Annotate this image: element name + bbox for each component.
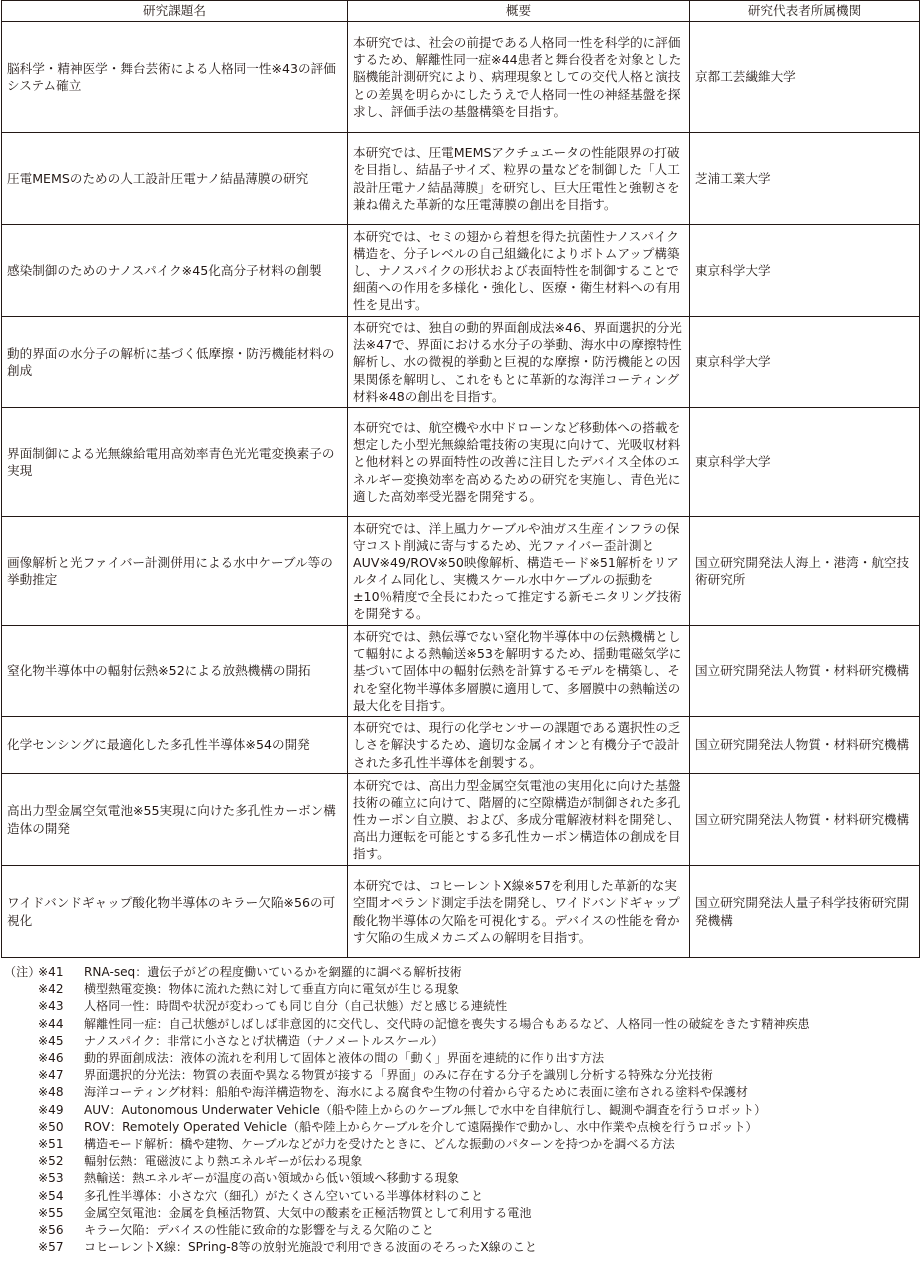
research-title: 窒化物半導体中の輻射伝熱※52による放熱機構の開拓	[2, 626, 348, 717]
research-organization: 東京科学大学	[690, 225, 920, 317]
footnote-number: ※51	[38, 1137, 64, 1152]
table-row	[2, 225, 920, 317]
footnote-item	[4, 1136, 918, 1153]
footnote-item	[4, 998, 918, 1015]
footnote-number: ※55	[38, 1205, 64, 1220]
research-title: 脳科学・精神医学・舞台芸術による人格同一性※43の評価システム確立	[2, 22, 348, 133]
footnote-item	[4, 1033, 918, 1050]
footnote-text: 海洋コーティング材料：船舶や海洋構造物を、海水による腐食や生物の付着から守るために表面に塗布される塗料や保護材	[84, 1085, 748, 1100]
research-table	[1, 0, 920, 958]
table-row	[2, 408, 920, 517]
research-organization: 国立研究開発法人物質・材料研究機構	[690, 774, 920, 866]
research-summary: 本研究では、セミの翅から着想を得た抗菌性ナノスパイク構造を、分子レベルの自己組織化によりボトムアップ構築し、ナノスパイクの形状および表面特性を制御することで細菌への作用を多様化・強化し、医療・衛生材料への有用性を見出す。	[348, 225, 690, 317]
research-title: 高出力型金属空気電池※55実現に向けた多孔性カーボン構造体の開発	[2, 774, 348, 866]
footnote-item	[4, 1205, 918, 1222]
footnote-number: ※44	[38, 1016, 64, 1031]
research-organization: 芝浦工業大学	[690, 133, 920, 225]
footnote-number: ※54	[38, 1188, 64, 1203]
research-summary: 本研究では、洋上風力ケーブルや油ガス生産インフラの保守コスト削減に寄与するため、光ファイバー歪計測とAUV※49/ROV※50映像解析、構造モード※51解析をリアルタイム同化し、実機スケール水中ケーブルの振動を±10％精度で全長にわたって推定する新モニタリング技術を開発する。	[348, 517, 690, 626]
footnote-text: 熱輸送：熱エネルギーが温度の高い領域から低い領域へ移動する現象	[84, 1171, 459, 1186]
footnote-item	[4, 1084, 918, 1101]
research-summary: 本研究では、現行の化学センサーの課題である選択性の乏しさを解決するため、適切な金属イオンと有機分子で設計された多孔性半導体を創製する。	[348, 717, 690, 774]
table-row	[2, 133, 920, 225]
research-title: 圧電MEMSのための人工設計圧電ナノ結晶薄膜の研究	[2, 133, 348, 225]
footnote-number: ※52	[38, 1154, 64, 1169]
table-row	[2, 317, 920, 408]
research-organization: 東京科学大学	[690, 408, 920, 517]
research-organization: 東京科学大学	[690, 317, 920, 408]
research-organization: 国立研究開発法人物質・材料研究機構	[690, 626, 920, 717]
research-organization: 国立研究開発法人量子科学技術研究開発機構	[690, 866, 920, 958]
table-row	[2, 517, 920, 626]
research-organization: 国立研究開発法人物質・材料研究機構	[690, 717, 920, 774]
footnote-number: ※56	[38, 1223, 64, 1238]
research-summary: 本研究では、熱伝導でない窒化物半導体中の伝熱機構として輻射による熱輸送※53を解明するため、揺動電磁気学に基づいて固体中の輻射伝熱を計算するモデルを構築し、それを窒化物半導体多層膜に適用して、多層膜中の熱輸送の最大化を目指す。	[348, 626, 690, 717]
column-header-summary: 概要	[348, 1, 690, 22]
footnote-number: ※50	[38, 1119, 64, 1134]
footnote-item	[4, 964, 918, 981]
footnote-text: キラー欠陥：デバイスの性能に致命的な影響を与える欠陥のこと	[84, 1223, 434, 1238]
footnote-text: ナノスパイク：非常に小さなとげ状構造（ナノメートルスケール）	[84, 1033, 444, 1048]
footnote-item	[4, 1050, 918, 1067]
footnote-text: 輻射伝熱：電磁波により熱エネルギーが伝わる現象	[84, 1154, 363, 1169]
column-header-org: 研究代表者所属機関	[690, 1, 920, 22]
table-row	[2, 717, 920, 774]
footnote-number: ※41	[38, 965, 64, 979]
footnote-item	[4, 1016, 918, 1033]
research-title: 感染制御のためのナノスパイク※45化高分子材料の創製	[2, 225, 348, 317]
footnote-text: 横型熱電変換：物体に流れた熱に対して垂直方向に電気が生じる現象	[84, 982, 459, 997]
footnote-item	[4, 1170, 918, 1187]
footnote-text: RNA-seq：遺伝子がどの程度働いているかを網羅的に調べる解析技術	[84, 965, 462, 979]
footnote-number: ※46	[38, 1051, 64, 1066]
footnote-item	[4, 1188, 918, 1205]
footnote-text: 解離性同一症：自己状態がしばしば非意図的に交代し、交代時の記憶を喪失する場合もあるなど、人格同一性の破綻をきたす精神疾患	[84, 1016, 810, 1031]
research-title: 界面制御による光無線給電用高効率青色光光電変換素子の実現	[2, 408, 348, 517]
footnote-item	[4, 1102, 918, 1119]
research-summary: 本研究では、高出力型金属空気電池の実用化に向けた基盤技術の確立に向けて、階層的に空隙構造が制御された多孔性カーボン自立膜、および、多成分電解液材料を開発し、高出力運転を可能とする多孔性カーボン構造体の創成を目指す。	[348, 774, 690, 866]
footnote-number: ※53	[38, 1171, 64, 1186]
research-title: 画像解析と光ファイバー計測併用による水中ケーブル等の挙動推定	[2, 517, 348, 626]
column-header-title: 研究課題名	[2, 1, 348, 22]
footnote-text: ROV：Remotely Operated Vehicle（船や陸上からケーブルを介して遠隔操作で動かし、水中作業や点検を行うロボット）	[84, 1119, 758, 1134]
footnote-item	[4, 1222, 918, 1239]
research-summary: 本研究では、独自の動的界面創成法※46、界面選択的分光法※47で、界面における水分子の挙動、海水中の摩擦特性解析し、水の微視的挙動と巨視的な摩擦・防汚機能との因果関係を解明し、これをもとに革新的な海洋コーティング材料※48の創出を目指す。	[348, 317, 690, 408]
table-row	[2, 774, 920, 866]
footnote-text: コヒーレントX線：SPring-8等の放射光施設で利用できる波面のそろったX線のこと	[84, 1240, 538, 1255]
table-row	[2, 22, 920, 133]
research-title: 化学センシングに最適化した多孔性半導体※54の開発	[2, 717, 348, 774]
table-row	[2, 626, 920, 717]
research-summary: 本研究では、航空機や水中ドローンなど移動体への搭載を想定した小型光無線給電技術の実現に向けて、光吸収材料と他材料との界面特性の改善に注目したデバイス全体のエネルギー変換効率を高めるための研究を実施し、青色光に適した高効率受光器を開発する。	[348, 408, 690, 517]
research-summary: 本研究では、コヒーレントX線※57を利用した革新的な実空間オペランド測定手法を開発し、ワイドバンドギャップ酸化物半導体の欠陥を可視化する。デバイスの性能を脅かす欠陥の生成メカニズムの解明を目指す。	[348, 866, 690, 958]
footnote-number: ※45	[38, 1033, 64, 1048]
footnote-text: 人格同一性：時間や状況が変わっても同じ自分（自己状態）だと感じる連続性	[84, 999, 508, 1014]
footnote-item	[4, 1119, 918, 1136]
research-organization: 国立研究開発法人海上・港湾・航空技術研究所	[690, 517, 920, 626]
footnote-text: 動的界面創成法：液体の流れを利用して固体と液体の間の「動く」界面を連続的に作り出す方法	[84, 1051, 605, 1066]
footnote-number: ※42	[38, 982, 64, 997]
table-header-row	[2, 1, 920, 22]
footnotes	[4, 964, 918, 1256]
research-organization: 京都工芸繊維大学	[690, 22, 920, 133]
research-summary: 本研究では、圧電MEMSアクチュエータの性能限界の打破を目指し、結晶子サイズ、粒界の量などを制御した「人工設計圧電ナノ結晶薄膜」を研究し、巨大圧電性と強靭さを兼ね備えた革新的な圧電薄膜の創出を目指す。	[348, 133, 690, 225]
footnote-number: ※49	[38, 1102, 64, 1117]
footnote-text: 界面選択的分光法：物質の表面や異なる物質が接する「界面」のみに存在する分子を識別し分析する特殊な分光技術	[84, 1068, 713, 1083]
footnote-item	[4, 1067, 918, 1084]
footnote-item	[4, 1153, 918, 1170]
footnote-text: AUV：Autonomous Underwater Vehicle（船や陸上からのケーブル無しで水中を自律航行し、観測や調査を行うロボット）	[84, 1102, 767, 1117]
research-summary: 本研究では、社会の前提である人格同一性を科学的に評価するため、解離性同一症※44患者と舞台役者を対象とした脳機能計測研究により、病理現象としての交代人格と演技との差異を明らかにしたうえで人格同一性の神経基盤を探求し、評価手法の基盤構築を目指す。	[348, 22, 690, 133]
footnote-number: ※48	[38, 1085, 64, 1100]
footnote-number: ※57	[38, 1240, 64, 1255]
footnote-prefix: （注）	[4, 965, 41, 979]
footnote-text: 構造モード解析：橋や建物、ケーブルなどが力を受けたときに、どんな振動のパターンを持つかを調べる方法	[84, 1137, 675, 1152]
footnote-number: ※47	[38, 1068, 64, 1083]
footnote-item	[4, 981, 918, 998]
footnote-item	[4, 1239, 918, 1256]
research-title: ワイドバンドギャップ酸化物半導体のキラー欠陥※56の可視化	[2, 866, 348, 958]
research-title: 動的界面の水分子の解析に基づく低摩擦・防汚機能材料の創成	[2, 317, 348, 408]
footnote-text: 多孔性半導体：小さな穴（細孔）がたくさん空いている半導体材料のこと	[84, 1188, 484, 1203]
footnote-number: ※43	[38, 999, 64, 1014]
footnote-text: 金属空気電池：金属を負極活物質、大気中の酸素を正極活物質として利用する電池	[84, 1205, 532, 1220]
table-row	[2, 866, 920, 958]
